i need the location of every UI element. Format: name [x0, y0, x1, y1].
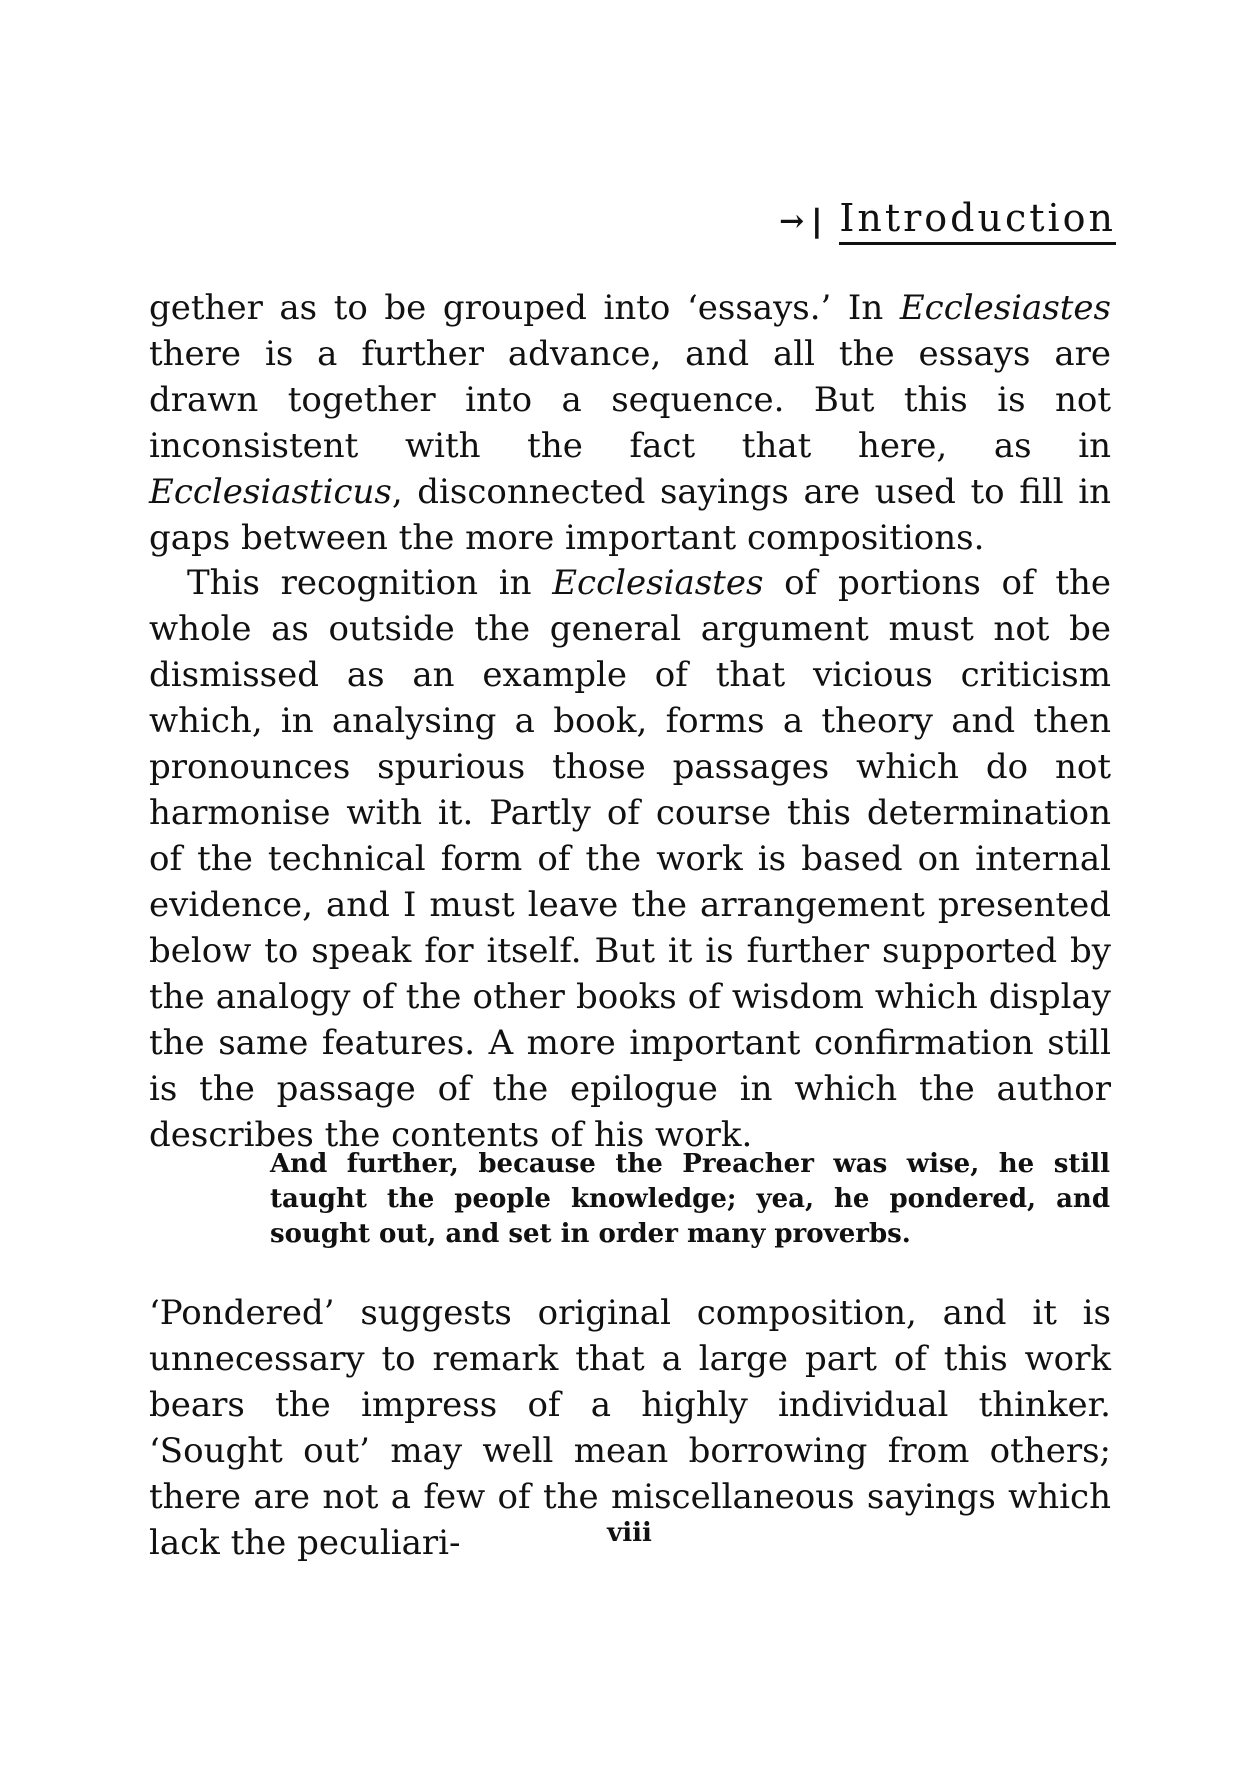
running-header	[779, 196, 1116, 245]
page-number: viii	[607, 1518, 652, 1548]
block-quote: And further, because the Preacher was wise, he still taught the people knowledge; yea, he pondered, and sought out, and set in order many proverbs.	[270, 1149, 1110, 1249]
paragraph-recognition	[149, 560, 1111, 1158]
running-head-title: Introduction	[839, 196, 1116, 245]
text-run: gether as to be grouped into ‘essays.’ In	[149, 288, 900, 328]
pointing-hand-icon: →❘	[779, 204, 830, 239]
text-run: there is a further advance, and all the essays are drawn together into a sequence. But this is not inconsistent with the fact that here, as in	[149, 334, 1111, 466]
paragraph-1-text	[149, 285, 1111, 561]
text-run: This recognition in	[187, 563, 553, 603]
book-title-ecclesiastes: Ecclesiastes	[899, 288, 1111, 328]
paragraph-3-text: ‘Pondered’ suggests original composition, and it is unnecessary to remark that a large part of this work bears the impress of a highly individual thinker. ‘Sought out’ may well mean borrowing from others; there are not a few of the miscellaneous sayings which lack the peculiari-	[149, 1293, 1111, 1563]
book-title-ecclesiasticus: Ecclesiasticus	[149, 472, 392, 512]
text-run: of portions of the whole as outside the general argument must not be dismissed as an example of that vicious criticism which, in analysing a book, forms a theory and then pronounces spurious those passages which do not harmonise with it. Partly of course this determination of the technical form of the work is based on internal evidence, and I must leave the arrangement presented below to speak for itself. But it is further supported by the analogy of the other books of wisdom which display the same features. A more important confirmation still is the passage of the epilogue in which the author describes the contents of his work.	[149, 563, 1112, 1155]
paragraph-2-text	[149, 560, 1111, 1158]
book-title-ecclesiastes: Ecclesiastes	[552, 563, 764, 603]
paragraph-continued	[149, 285, 1111, 561]
text-run: , disconnected sayings are used to fill in gaps between the more important compositions.	[149, 472, 1111, 558]
